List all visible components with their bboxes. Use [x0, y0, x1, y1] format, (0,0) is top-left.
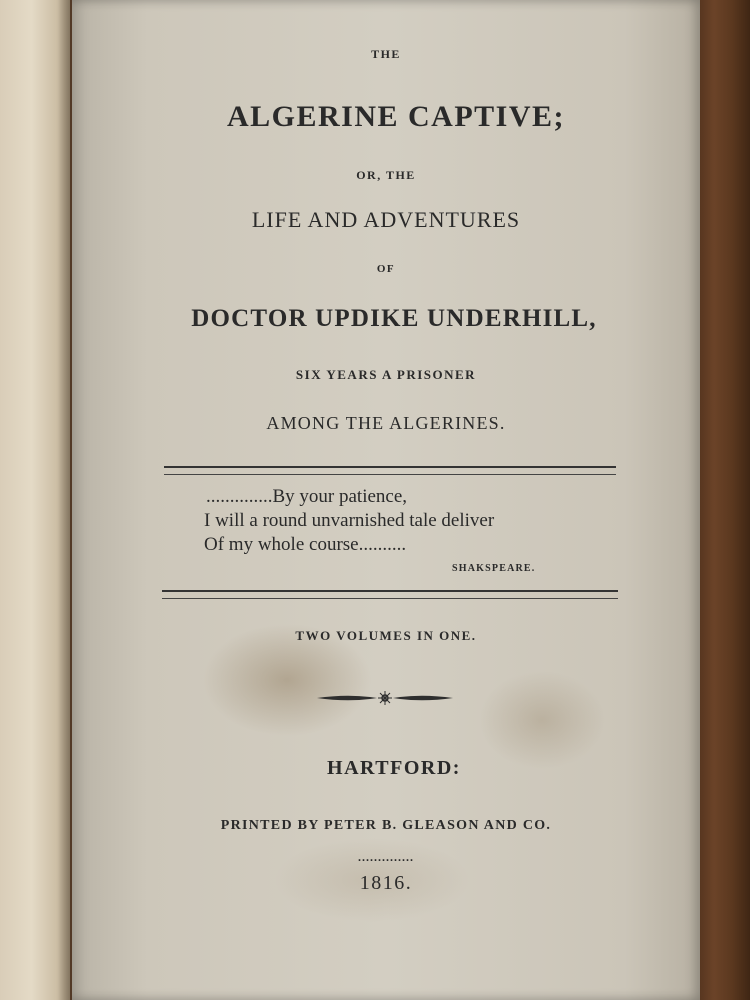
- top-double-rule: [164, 466, 616, 475]
- of-text: OF: [376, 263, 396, 275]
- author-name: DOCTOR UPDIKE UNDERHILL,: [191, 305, 597, 332]
- decorative-fleuron-icon: [315, 690, 455, 706]
- epigraph-line-1: ..............By your patience,: [206, 486, 408, 507]
- epigraph-line-2: I will a round unvarnished tale deliver: [204, 510, 495, 531]
- title-page: [72, 0, 700, 1000]
- epigraph: [204, 485, 494, 557]
- printer-line: PRINTED BY PETER B. GLEASON AND CO.: [220, 818, 552, 833]
- publication-year: 1816.: [359, 872, 413, 894]
- among-text: AMONG THE ALGERINES.: [266, 413, 506, 433]
- title-prefix: THE: [371, 47, 401, 61]
- or-the-text: OR, THE: [356, 168, 416, 182]
- book-title: ALGERINE CAPTIVE;: [226, 100, 566, 133]
- bottom-double-rule: [162, 590, 618, 599]
- publication-place: HARTFORD:: [327, 757, 461, 779]
- prisoner-text: SIX YEARS A PRISONER: [295, 367, 477, 382]
- subtitle-life: LIFE AND ADVENTURES: [251, 207, 521, 232]
- epigraph-attribution: SHAKSPEARE.: [452, 563, 536, 574]
- epigraph-line-3: Of my whole course..........: [204, 534, 407, 555]
- dotted-divider: ..............: [358, 850, 414, 864]
- volumes-text: TWO VOLUMES IN ONE.: [295, 628, 477, 643]
